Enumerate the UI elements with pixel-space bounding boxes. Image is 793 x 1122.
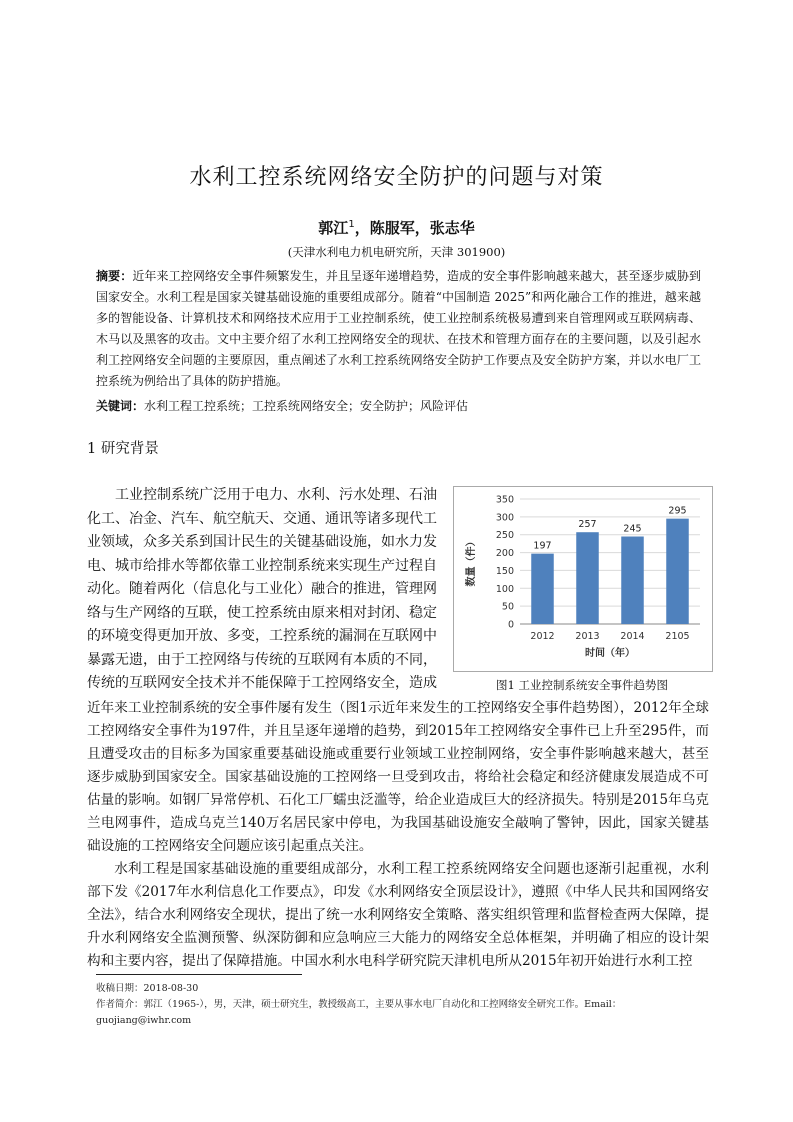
abstract xyxy=(96,266,701,392)
y-tick-label: 200 xyxy=(495,548,514,560)
y-tick-label: 350 xyxy=(495,494,514,506)
footnote-divider xyxy=(96,974,302,975)
keywords xyxy=(96,396,701,416)
author-rest: ，陈服军，张志华 xyxy=(354,219,475,237)
body-text-full xyxy=(87,697,709,973)
x-tick-label: 2013 xyxy=(575,631,600,642)
abstract-label: 摘要： xyxy=(96,269,133,283)
data-label: 295 xyxy=(668,505,687,517)
paragraph-2: 水利工程是国家基础设施的重要组成部分，水利工程工控系统网络安全问题也逐渐引起重视，水利部下发《2017年水利信息化工作要点》，印发《水利网络安全顶层设计》，遵照《中华人民共和国网络安全法》，结合水利网络安全现状，提出了统一水利网络安全策略、落实组织管理和监督检查两大保障，提升水利网络安全监测预警、纵深防御和应急响应三大能力的网络安全总体框架，并明确了相应的设计架构和主要内容，提出了保障措施。中国水利水电科学研究院天津机电所从2015年初开始进行水利工控 xyxy=(87,861,709,969)
x-tick-label: 2105 xyxy=(665,631,690,642)
x-tick-label: 2014 xyxy=(620,631,645,642)
bar-chart xyxy=(454,487,712,671)
data-label: 245 xyxy=(623,523,642,535)
footnote-received: 收稿日期：2018-08-30 xyxy=(96,983,199,994)
y-tick-label: 100 xyxy=(495,583,514,595)
author-line xyxy=(0,217,793,238)
keywords-text: 水利工程工控系统；工控系统网络安全；安全防护；风险评估 xyxy=(144,399,469,413)
y-tick-label: 150 xyxy=(495,565,514,577)
body-paragraph-column xyxy=(87,484,437,696)
figure-1-caption: 图1 工业控制系统安全事件趋势图 xyxy=(496,678,668,692)
footnote-author-bio: 作者简介：郭江（1965-），男，天津，硕士研究生，教授级高工，主要从事水电厂自动化和工控网络安全研究工作。Email：guojiang@iwhr.com xyxy=(96,999,622,1026)
bar xyxy=(576,532,599,624)
x-tick-label: 2012 xyxy=(530,631,555,642)
abstract-text: 近年来工控网络安全事件频繁发生，并且呈逐年递增趋势，造成的安全事件影响越来越大，甚至逐步威胁到国家安全。水利工程是国家关键基础设施的重要组成部分。随着“中国制造 2025”和两化融合工作的推进，越来越多的智能设备、计算机技术和网络技术应用于工业控制系统，使工业控制系统极易遭到来自管理网或互联网病毒、木马以及黑客的攻击。文中主要介绍了水利工控网络安全的现状、在技术和管理方面存在的主要问题，以及引起水利工控网络安全问题的主要原因，重点阐述了水利工控系统网络安全防护工作要点及安全防护方案，并以水电厂工控系统为例给出了具体的防护措施。 xyxy=(96,269,701,388)
keywords-label: 关键词： xyxy=(96,399,145,413)
affiliation: (天津水利电力机电研究所，天津 301900) xyxy=(287,245,506,259)
data-label: 257 xyxy=(578,519,597,531)
footnote xyxy=(96,981,716,1029)
x-axis-label: 时间（年） xyxy=(585,648,635,659)
bar xyxy=(666,519,689,624)
author-superscript: 1 xyxy=(348,219,355,230)
paragraph-1-column: 工业控制系统广泛用于电力、水利、污水处理、石油化工、冶金、汽车、航空航天、交通、通讯等诸多现代工业领域，众多关系到国计民生的关键基础设施，如水力发电、城市给排水等都依靠工业控制系统来实现生产过程自动化。随着两化（信息化与工业化）融合的推进，管理网络与生产网络的互联，使工控系统由原来相对封闭、稳定的环境变得更加开放、多变，工控系统的漏洞在互联网中暴露无遗，由于工控网络与传统的互联网有本质的不同，传统的互联网安全技术并不能保障于工控网络安全，造成 xyxy=(87,487,437,691)
author-first: 郭江 xyxy=(318,219,349,237)
y-tick-label: 50 xyxy=(501,601,514,613)
paper-title: 水利工控系统网络安全防护的问题与对策 xyxy=(189,165,604,190)
bar xyxy=(531,554,554,624)
data-label: 197 xyxy=(533,540,552,552)
paragraph-1-continued: 近年来工业控制系统的安全事件屡有发生（图1示近年来发生的工控网络安全事件趋势图），2012年全球工控网络安全事件为197件，并且呈逐年递增的趋势，到2015年工控网络安全事件已上升至295件，而且遭受攻击的目标多为国家重要基础设施或重要行业领域工业控制网络，安全事件影响越来越大，甚至逐步威胁到国家安全。国家基础设施的工控网络一旦受到攻击，将给社会稳定和经济健康发展造成不可估量的影响。如钢厂异常停机、石化工厂蠕虫泛滥等，给企业造成巨大的经济损失。特别是2015年乌克兰电网事件，造成乌克兰140万名居民家中停电，为我国基础设施安全敲响了警钟，因此，国家关键基础设施的工控网络安全问题应该引起重点关注。 xyxy=(87,700,709,854)
y-axis-label: 数量（件） xyxy=(466,536,477,587)
bar xyxy=(621,537,644,625)
y-tick-label: 250 xyxy=(495,530,514,542)
section-heading: 1 研究背景 xyxy=(87,441,159,457)
y-tick-label: 0 xyxy=(507,619,514,631)
y-tick-label: 300 xyxy=(495,512,514,524)
figure-1-chart xyxy=(453,486,713,672)
